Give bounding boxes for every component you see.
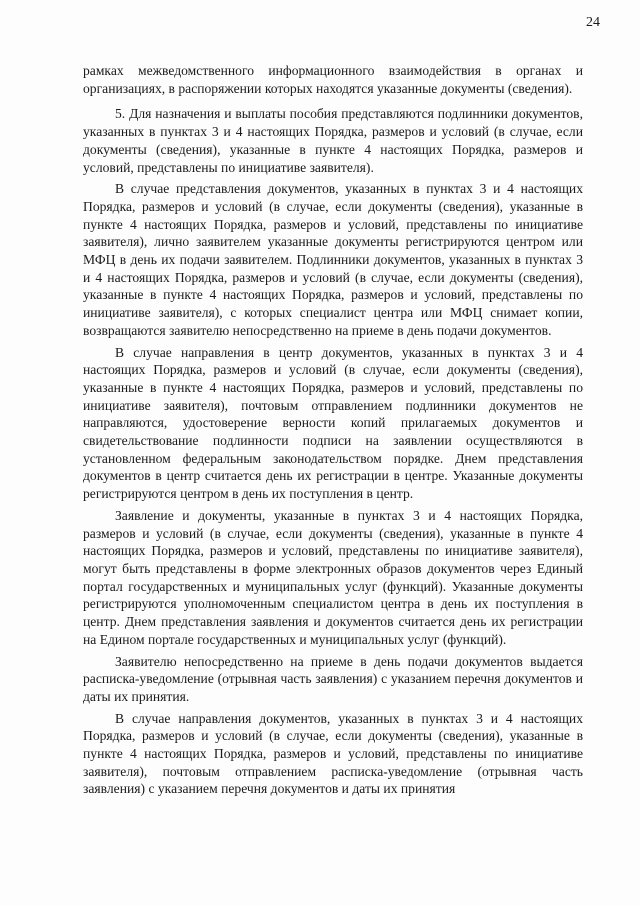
paragraph-7-postal-receipt: В случае направления документов, указанных в пунктах 3 и 4 настоящих Порядка, размеров и условий (в случае, если документы (сведения), указанные в пункте 4 настоящих Порядка, размеров и условий, представлены по инициативе заявителя), почтовым отправлением расписка-уведомление (отрывная часть заявления) с указанием перечня документов и даты их принятия — [83, 710, 583, 797]
paragraph-4-postal-submission: В случае направления в центр документов, указанных в пунктах 3 и 4 настоящих Порядка, размеров и условий (в случае, если документы (сведения), указанные в пункте 4 настоящих Порядка, размеров и условий, представлены по инициативе заявителя), почтовым отправлением подлинники документов не направляются, удостоверение верности копий прилагаемых документов и свидетельствование подлинности подписи на заявлении осуществляются в установленном федеральным законодательством порядке. Днем представления документов в центр считается день их регистрации в центре. Указанные документы регистрируются центром в день их поступления в центр. — [83, 344, 583, 502]
paragraph-3-personal-submission: В случае представления документов, указанных в пунктах 3 и 4 настоящих Порядка, размеров и условий (в случае, если документы (сведения), указанные в пункте 4 настоящих Порядка, размеров и условий, представлены по инициативе заявителя), лично заявителем указанные документы регистрируются центром или МФЦ в день их подачи заявителем. Подлинники документов, указанных в пунктах 3 и 4 настоящих Порядка, размеров и условий (в случае, если документы (сведения), указанные в пункте 4 настоящих Порядка, размеров и условий, представлены по инициативе заявителя), с которых специалист центра или МФЦ снимает копии, возвращаются заявителю непосредственно на приеме в день подачи документов. — [83, 181, 583, 338]
paragraph-6-receipt: Заявителю непосредственно на приеме в день подачи документов выдается расписка-уведомление (отрывная часть заявления) с указанием перечня документов и даты их принятия. — [83, 653, 583, 704]
paragraph-5-electronic-submission: Заявление и документы, указанные в пунктах 3 и 4 настоящих Порядка, размеров и условий (в случае, если документы (сведения), указанные в пункте 4 настоящих Порядка, размеров и условий, представлены по инициативе заявителя), могут быть представлены в форме электронных образов документов через Единый портал государственных и муниципальных услуг (функций). Указанные документы регистрируются уполномоченным специалистом центра в день их поступления в центр. Днем представления заявления и документов считается день их регистрации на Едином портале государственных и муниципальных услуг (функций). — [83, 507, 583, 647]
document-body — [83, 62, 583, 802]
paragraph-2-item-5: 5. Для назначения и выплаты пособия представляются подлинники документов, указанных в пунктах 3 и 4 настоящих Порядка, размеров и условий (в случае, если документы (сведения), указанные в пункте 4 настоящих Порядка, размеров и условий, представлены по инициативе заявителя). — [83, 106, 583, 175]
page-number: 24 — [586, 15, 600, 30]
paragraph-1-continuation: рамках межведомственного информационного взаимодействия в органах и организациях, в распоряжении которых находятся указанные документы (сведения). — [83, 63, 583, 96]
